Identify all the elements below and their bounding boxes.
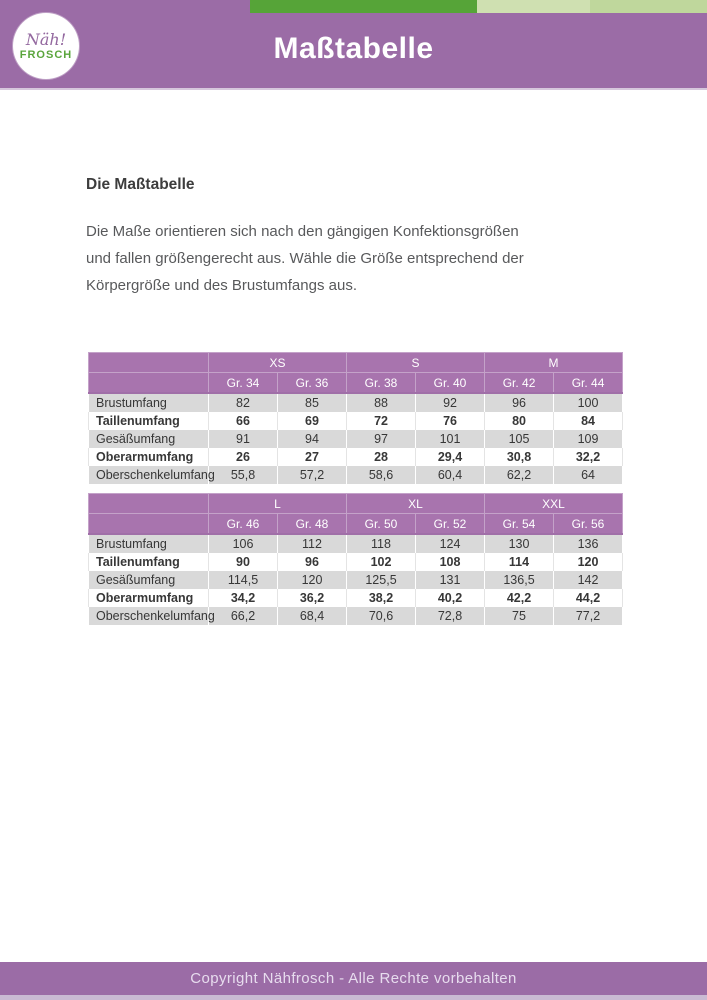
measurement-value-cell: 40,2 xyxy=(416,589,485,607)
measurement-value-cell: 66 xyxy=(209,412,278,430)
measurement-value-cell: 130 xyxy=(485,534,554,553)
measurement-row-label: Brustumfang xyxy=(89,393,209,412)
measurement-value-cell: 60,4 xyxy=(416,466,485,484)
measurement-value-cell: 76 xyxy=(416,412,485,430)
section-heading: Die Maßtabelle xyxy=(86,176,195,193)
measurement-value-cell: 112 xyxy=(278,534,347,553)
size-column-header: Gr. 42 xyxy=(485,373,554,394)
size-table-xs-s-m xyxy=(88,352,623,484)
size-column-header: Gr. 46 xyxy=(209,514,278,535)
measurement-value-cell: 94 xyxy=(278,430,347,448)
measurement-value-cell: 44,2 xyxy=(554,589,623,607)
measurement-value-cell: 136 xyxy=(554,534,623,553)
measurement-value-cell: 27 xyxy=(278,448,347,466)
measurement-value-cell: 124 xyxy=(416,534,485,553)
measurement-value-cell: 69 xyxy=(278,412,347,430)
measurement-value-cell: 96 xyxy=(485,393,554,412)
top-accent-bar-pale-green xyxy=(590,0,707,13)
size-group-header: L xyxy=(209,494,347,514)
measurement-value-cell: 42,2 xyxy=(485,589,554,607)
top-accent-bar-light-green xyxy=(477,0,590,13)
size-group-header: XXL xyxy=(485,494,623,514)
measurement-value-cell: 64 xyxy=(554,466,623,484)
measurement-value-cell: 58,6 xyxy=(347,466,416,484)
measurement-value-cell: 88 xyxy=(347,393,416,412)
measurement-value-cell: 90 xyxy=(209,553,278,571)
top-accent-bar-dark-green xyxy=(250,0,477,13)
measurement-value-cell: 108 xyxy=(416,553,485,571)
measurement-value-cell: 70,6 xyxy=(347,607,416,625)
measurement-value-cell: 26 xyxy=(209,448,278,466)
measurement-row-label: Taillenumfang xyxy=(89,553,209,571)
header-divider xyxy=(0,88,707,90)
measurement-value-cell: 109 xyxy=(554,430,623,448)
measurement-row-label: Oberarmumfang xyxy=(89,448,209,466)
intro-paragraph: Die Maße orientieren sich nach den gängigen Konfektionsgrößen und fallen größengerecht aus. Wähle die Größe entsprechend der Körpergröße und des Brustumfangs aus. xyxy=(86,223,524,294)
size-column-header: Gr. 38 xyxy=(347,373,416,394)
measurement-value-cell: 29,4 xyxy=(416,448,485,466)
measurement-value-cell: 102 xyxy=(347,553,416,571)
measurement-row-label: Gesäßumfang xyxy=(89,571,209,589)
measurement-row xyxy=(89,571,623,589)
measurement-table xyxy=(88,493,623,625)
measurement-value-cell: 120 xyxy=(278,571,347,589)
measurement-table xyxy=(88,352,623,484)
size-group-header: XL xyxy=(347,494,485,514)
measurement-value-cell: 106 xyxy=(209,534,278,553)
page-header xyxy=(0,0,707,88)
measurement-row-label: Oberarmumfang xyxy=(89,589,209,607)
measurement-value-cell: 72 xyxy=(347,412,416,430)
size-group-header: XS xyxy=(209,353,347,373)
measurement-value-cell: 62,2 xyxy=(485,466,554,484)
size-column-header: Gr. 44 xyxy=(554,373,623,394)
size-column-header: Gr. 52 xyxy=(416,514,485,535)
size-column-header: Gr. 54 xyxy=(485,514,554,535)
size-column-header: Gr. 40 xyxy=(416,373,485,394)
measurement-row-label: Oberschenkelumfang xyxy=(89,607,209,625)
measurement-value-cell: 82 xyxy=(209,393,278,412)
logo-brand-text: FROSCH xyxy=(19,48,73,61)
table-corner-cell xyxy=(89,353,209,373)
measurement-row-label: Oberschenkelumfang xyxy=(89,466,209,484)
measurement-row xyxy=(89,466,623,484)
measurement-value-cell: 34,2 xyxy=(209,589,278,607)
measurement-value-cell: 100 xyxy=(554,393,623,412)
measurement-value-cell: 105 xyxy=(485,430,554,448)
table-corner-cell xyxy=(89,373,209,394)
table-corner-cell xyxy=(89,514,209,535)
measurement-value-cell: 85 xyxy=(278,393,347,412)
measurement-value-cell: 92 xyxy=(416,393,485,412)
measurement-value-cell: 97 xyxy=(347,430,416,448)
measurement-value-cell: 96 xyxy=(278,553,347,571)
measurement-value-cell: 38,2 xyxy=(347,589,416,607)
measurement-value-cell: 131 xyxy=(416,571,485,589)
size-column-header: Gr. 50 xyxy=(347,514,416,535)
size-column-header: Gr. 34 xyxy=(209,373,278,394)
footer-copyright-bar xyxy=(0,962,707,995)
measurement-row xyxy=(89,430,623,448)
measurement-row-label: Gesäßumfang xyxy=(89,430,209,448)
measurement-value-cell: 142 xyxy=(554,571,623,589)
measurement-row xyxy=(89,553,623,571)
measurement-value-cell: 68,4 xyxy=(278,607,347,625)
size-group-header: M xyxy=(485,353,623,373)
measurement-value-cell: 77,2 xyxy=(554,607,623,625)
measurement-value-cell: 55,8 xyxy=(209,466,278,484)
footer-copyright-text: Copyright Nähfrosch - Alle Rechte vorbehalten xyxy=(190,970,517,987)
measurement-row xyxy=(89,412,623,430)
footer-bottom-strip xyxy=(0,995,707,1000)
measurement-row xyxy=(89,534,623,553)
measurement-value-cell: 114,5 xyxy=(209,571,278,589)
measurement-value-cell: 114 xyxy=(485,553,554,571)
size-table-l-xl-xxl xyxy=(88,493,623,625)
measurement-value-cell: 84 xyxy=(554,412,623,430)
size-column-header: Gr. 56 xyxy=(554,514,623,535)
measurement-value-cell: 32,2 xyxy=(554,448,623,466)
measurement-value-cell: 80 xyxy=(485,412,554,430)
size-column-header: Gr. 48 xyxy=(278,514,347,535)
measurement-value-cell: 75 xyxy=(485,607,554,625)
measurement-value-cell: 101 xyxy=(416,430,485,448)
measurement-value-cell: 120 xyxy=(554,553,623,571)
measurement-row-label: Taillenumfang xyxy=(89,412,209,430)
measurement-value-cell: 136,5 xyxy=(485,571,554,589)
measurement-row xyxy=(89,393,623,412)
measurement-value-cell: 118 xyxy=(347,534,416,553)
size-group-header: S xyxy=(347,353,485,373)
measurement-value-cell: 66,2 xyxy=(209,607,278,625)
measurement-value-cell: 36,2 xyxy=(278,589,347,607)
measurement-row-label: Brustumfang xyxy=(89,534,209,553)
measurement-row xyxy=(89,589,623,607)
page-title: Maßtabelle xyxy=(273,32,434,65)
table-corner-cell xyxy=(89,494,209,514)
measurement-value-cell: 72,8 xyxy=(416,607,485,625)
measurement-value-cell: 125,5 xyxy=(347,571,416,589)
measurement-value-cell: 91 xyxy=(209,430,278,448)
measurement-row xyxy=(89,448,623,466)
measurement-value-cell: 30,8 xyxy=(485,448,554,466)
measurement-value-cell: 57,2 xyxy=(278,466,347,484)
logo-script-text: Näh! xyxy=(25,29,67,49)
size-column-header: Gr. 36 xyxy=(278,373,347,394)
measurement-row xyxy=(89,607,623,625)
measurement-value-cell: 28 xyxy=(347,448,416,466)
